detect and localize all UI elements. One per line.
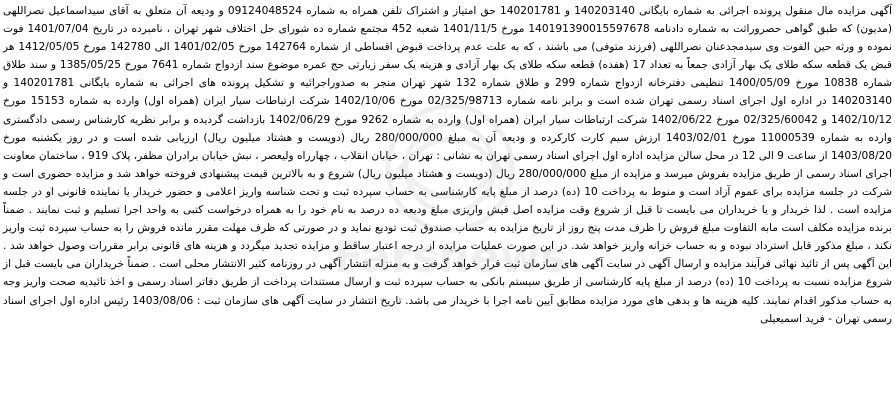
watermark-text: Farsnews (333, 232, 567, 283)
auction-notice-body: آگهی مزایده مال منقول پرونده اجرائی به شماره بایگانی 140203140 و 140201781 حق امتیاز و اشتراک تلفن همراه به شماره 09124048524 و ودیعه آن متعلق به آقای سیداسماعیل نصراللهی (مدیون) که طبق گواهی حصروراثت به شماره دادنامه 140191390015597678 مورخ 1401/11/5 شعبه 452 مجتمع شماره ده شورای حل اختلاف شهر تهران ، نامبرده در تاریخ 1401/07/04 فوت نموده و ورثه حین الفوت وی سیدمجدعنان نصراللهی (فرزند متوفی) می باشند ، که به علت عدم پرداخت قبوض اقساطی از شماره 142764 مورخ 1401/02/05 الی 142780 مورخ 1412/05/05 هر قبض یک قطعه سکه طلای یک بهار آزادی جمعاً به تعداد 17 (هفده) قطعه سکه طلای یک بهار آزادی و هزینه یک سفر زیارتی حج عمره موضوع سند ازدواج شماره 7641 مورخ 1385/05/25 و سند طلاق شماره 10838 مورخ 1400/05/09 تنظیمی دفترخانه ازدواج شماره 299 و طلاق شماره 132 شهر تهران منجر به صدوراجرائیه و تشکیل پرونده های اجرائی به شماره بایگانی 140201781 و 140203140 در اداره اول اجرای اسناد رسمی تهران شده است و برابر نامه شماره 02/325/98713 مورخ 1402/10/06 شرکت ارتباطات سیار ایران (همراه اول) وارده به شماره 15153 مورخ 1402/10/12 و 02/325/60042 مورخ 1402/06/22 شرکت ارتباطات سیار ایران (همراه اول) وارده به شماره 9262 مورخ 1402/06/29 بازداشت گردیده و برابر نظریه کارشناس رسمی دادگستری وارده به شماره 11000539 مورخ 1403/02/01 ارزش سیم کارت کارکرده و ودیعه آن به مبلغ 280/000/000 ریال (دویست و هشتاد میلیون ریال) ارزیابی شده است و در روز یکشنبه مورخ 1403/08/20 از ساعت 9 الی 12 در محل سالن مزایده اداره اول اجرای اسناد رسمی تهران به نشانی : تهران ، خیابان انقلاب ، چهارراه ولیعصر ، نبش خیابان برادران مظفر، پلاک 919 ، ساختمان معاونت اجرای اسناد رسمی از طریق مزایده بفروش میرسد و مزایده از مبلغ 280/000/000 ریال (دویست و هشتاد میلیون ریال) شروع و به بالاترین قیمت پیشنهادی فروخته خواهد شد و مزایده حضوری است و شرکت در جلسه مزایده برای عموم آزاد است و منوط به پرداخت 10 (ده) درصد از مبلغ پایه کارشناسی به حساب سپرده ثبت و تحت شناسه واریز اعلامی و حضور خریدار یا نماینده قانونی او در جلسه مزایده است . لذا خریدار و یا خریداران می بایست تا قبل از شروع وقت مزایده اصل فیش واریزی مبلغ ودیعه ده درصد به نام خود را به همراه درخواست کتبی به واحد اجرا تسلیم و ثبت نمایند . ضمناً برنده مزایده مکلف است مابه التفاوت مبلغ فروش را ظرف مدت پنج روز از تاریخ مزایده به حساب صندوق ثبت تودیع نماید و در صورتی که ظرف مهلت مقرر مانده فروش را به حساب سپرده ثبت واریز نکند ، مبلغ مذکور قابل استرداد نبوده و به حساب خزانه واریز خواهد شد. در این صورت عملیات مزایده از درجه اعتبار ساقط و مزایده تجدید میگردد و هزینه های قانونی برابر مقررات وصول خواهد شد . این آگهی پس از تائید نهائی فرآیند مزایده و ارسال آگهی در سایت آگهی های سازمان ثبت قرار خواهد گرفت و به منزله انتشار آگهی در روزنامه کثیر الانتشار محلی است . ضمناً خریداران می بایست قبل از شروع مزایده نسبت به پرداخت 10 (ده) درصد از مبلغ پایه کارشناسی از طریق سیستم بانکی به حساب سپرده ثبت و ارسال مستندات پرداخت از طریق دفاتر اسناد رسمی و اخذ تائیدیه صحت واریز وجه به حساب مذکور اقدام نمایند. کلیه هزینه ها و بدهی های مورد مزایده مطابق آیین نامه اجرا با خریدار می باشد. تاریخ انتشار در سایت آگهی های سازمان ثبت : 1403/08/06 رئیس اداره اول اجرای اسناد رسمی تهران - فرید اسمیعیلی (3, 5, 893, 325)
